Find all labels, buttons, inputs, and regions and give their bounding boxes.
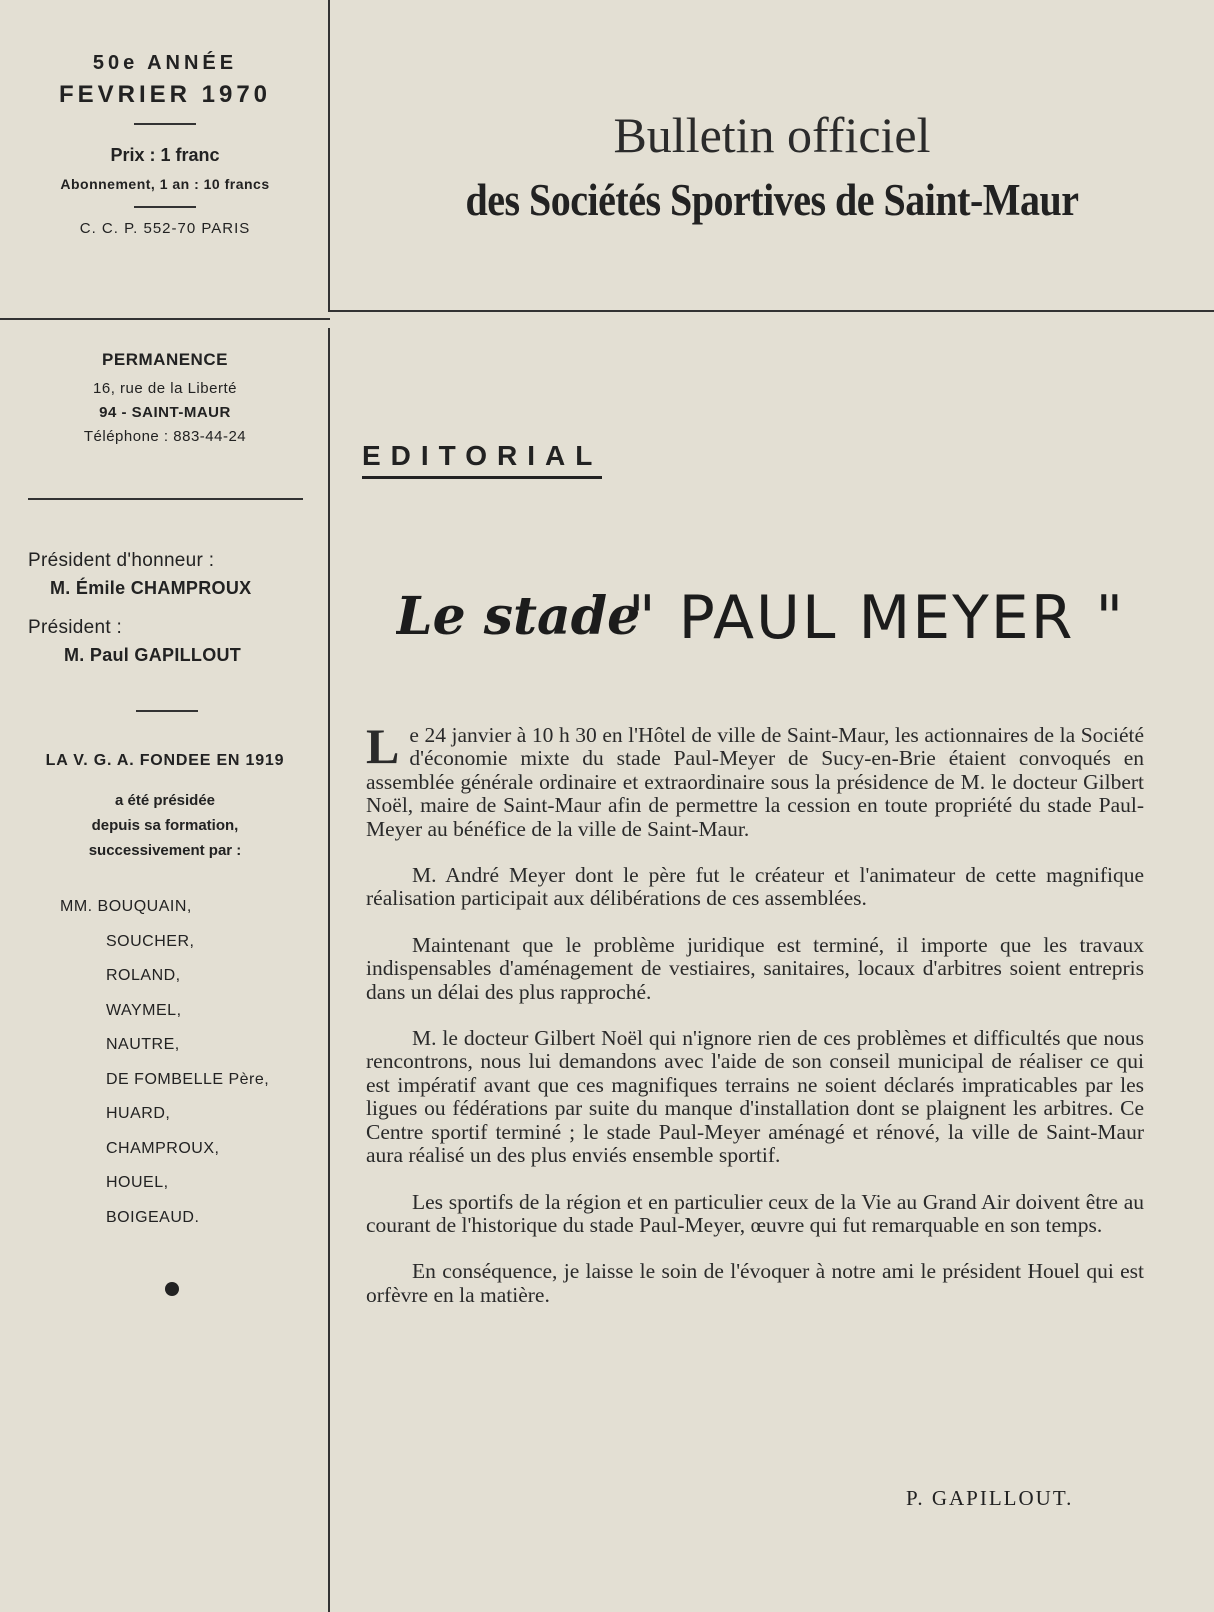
paragraph-text: e 24 janvier à 10 h 30 en l'Hôtel de ville de Saint-Maur, les actionnaires de la Société d'économie mixte du stade Paul-Meyer de Sucy-en-Brie étaient convoqués en assemblée générale ordinaire et extraordinaire sous la présidence de M. le docteur Gilbert Noël, maire de Saint-Maur afin de permettre la cession en toute propriété du stade Paul-Meyer au bénéfice de la ville de Saint-Maur. (366, 723, 1144, 841)
subscription: Abonnement, 1 an : 10 francs (60, 176, 270, 192)
sidebar-horizontal-rule (0, 318, 330, 320)
paragraph: Maintenant que le problème juridique est terminé, il importe que les travaux indispensables d'aménagement de vestiaires, sanitaires, locaux d'arbitres soient entrepris dans un délai des plus rapproché. (366, 932, 1144, 1004)
list-item: NAUTRE, (106, 1036, 180, 1053)
year-line: 50e ANNÉE (92, 52, 238, 74)
permanence-heading: PERMANENCE (102, 350, 228, 369)
price: Prix : 1 franc (110, 145, 220, 165)
column-vertical-rule (328, 328, 330, 1612)
headline-caps-text: " PAUL MEYER " (628, 583, 1126, 653)
paragraph: En conséquence, je laisse le soin de l'évoquer à notre ami le président Houel qui est orfèvre en la matière. (366, 1259, 1144, 1307)
signature: P. GAPILLOUT. (906, 1486, 1074, 1510)
bullet-dot-icon (165, 1282, 179, 1296)
list-item: HUARD, (106, 1105, 171, 1122)
vga-line: depuis sa formation, (91, 817, 239, 834)
list-item: ROLAND, (106, 967, 181, 984)
paragraph: Les sportifs de la région et en particulier ceux de la Vie au Grand Air doivent être au courant de l'historique du stade Paul-Meyer, œuvre qui fut remarquable en son temps. (366, 1189, 1144, 1237)
list-item: HOUEL, (106, 1174, 169, 1191)
presidents-block (28, 550, 328, 684)
paragraph (366, 718, 1144, 841)
vga-line: a été présidée (114, 792, 216, 809)
list-item: MM. BOUQUAIN, (60, 898, 192, 915)
divider (136, 710, 198, 712)
paragraph: M. André Meyer dont le père fut le créateur et l'animateur de cette magnifique réalisation participait aux délibérations de ces assemblées. (366, 863, 1144, 911)
article-headline (396, 574, 1156, 666)
ccp-account: C. C. P. 552-70 PARIS (79, 220, 251, 237)
list-item: CHAMPROUX, (106, 1139, 220, 1157)
phone-line: Téléphone : 883-44-24 (83, 428, 247, 445)
honorary-president-label: Président d'honneur : (28, 550, 215, 571)
vga-block (0, 752, 330, 867)
publication-title (330, 106, 1214, 226)
title-subtitle: des Sociétés Sportives de Saint-Maur (465, 173, 1079, 226)
divider (134, 123, 196, 125)
permanence-block (0, 350, 330, 452)
vga-line: successivement par : (88, 842, 242, 859)
honorary-president-name: M. Émile CHAMPROUX (50, 578, 252, 598)
section-heading: EDITORIAL (362, 440, 602, 479)
masthead-info (0, 52, 330, 237)
address-line: 16, rue de la Liberté (93, 380, 237, 397)
list-item: DE FOMBELLE Père, (106, 1070, 270, 1088)
city-line: 94 - SAINT-MAUR (99, 404, 231, 421)
divider (134, 206, 196, 208)
president-label: Président : (28, 617, 123, 638)
issue-date: FEVRIER 1970 (58, 81, 272, 108)
divider (28, 498, 303, 500)
list-item: SOUCHER, (106, 932, 195, 950)
drop-cap: L (366, 718, 400, 774)
former-presidents-list (60, 898, 269, 1243)
headline-svg (396, 574, 1156, 666)
headline-script-text: Le stade (396, 586, 641, 647)
vga-heading: LA V. G. A. FONDEE EN 1919 (45, 752, 285, 769)
title-main: Bulletin officiel (613, 107, 931, 163)
list-item: BOIGEAUD. (106, 1208, 200, 1226)
article-body (366, 718, 1144, 1330)
president-name: M. Paul GAPILLOUT (64, 645, 242, 665)
list-item: WAYMEL, (106, 1001, 182, 1019)
header-horizontal-rule (330, 310, 1214, 312)
paragraph: M. le docteur Gilbert Noël qui n'ignore rien de ces problèmes et difficultés que nous rencontrons, nous lui demandons avec l'aide de son conseil municipal de réaliser ce qui est impératif avant que ces magnifiques terrains ne soient déclarés impraticables par les ligues ou fédérations par suite du manque d'installation dont se plaignent les arbitres. Ce Centre sportif terminé ; le stade Paul-Meyer aménagé et rénové, la ville de Saint-Maur aura réalisé un des plus enviés ensemble sportif. (366, 1026, 1144, 1168)
